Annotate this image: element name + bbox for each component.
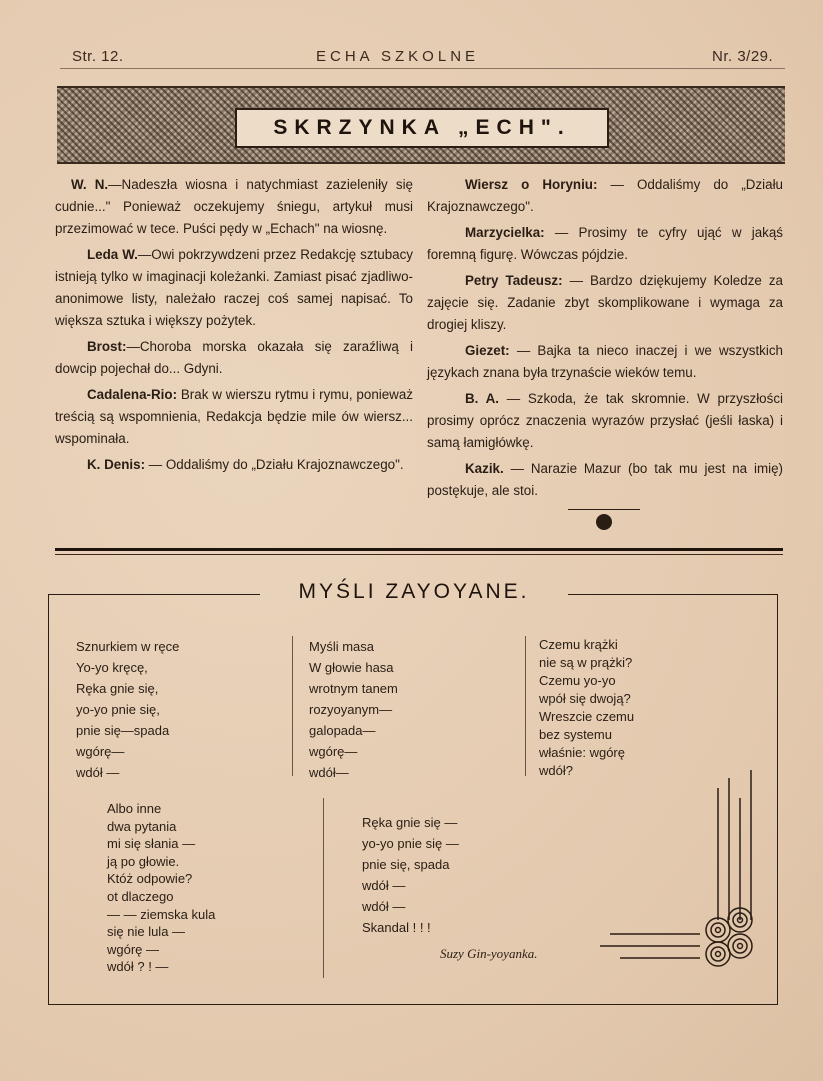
poem-line: rozyoyanym— — [309, 702, 393, 717]
poem-line: W głowie hasa — [309, 660, 394, 675]
entry-text: — Narazie Mazur (bo tak mu jest na imię) postękuje, ale stoi. — [427, 461, 783, 498]
entry-name: K. Denis: — [87, 457, 146, 472]
end-ornament-line — [568, 509, 640, 510]
issue-number: Nr. 3/29. — [712, 48, 774, 65]
poem-separator — [323, 798, 324, 978]
poem-line: Ręka gnie się — — [362, 815, 458, 830]
spiral-ornament-icon — [590, 770, 770, 980]
letter-entry — [427, 340, 783, 384]
poem-line: właśnie: wgórę — [539, 745, 625, 760]
poem-stanza-5 — [362, 812, 459, 938]
entry-name: Kazik. — [465, 461, 504, 476]
letter-entry — [427, 270, 783, 336]
poem-line: Albo inne — [107, 801, 162, 816]
poem-line: wdół— — [309, 765, 349, 780]
entry-name: Brost: — [87, 339, 127, 354]
entry-name: Giezet: — [465, 343, 510, 358]
poem-line: wdół — — [76, 765, 120, 780]
letter-entry — [55, 384, 413, 450]
poem-line: nie są w prążki? — [539, 655, 633, 670]
entry-text: — Szkoda, że tak skromnie. W przyszłości prosimy oprócz znaczenia wyrazów przysłać (jeśli łaska) i samą łamigłówkę. — [427, 391, 783, 450]
entry-name: Wiersz o Horyniu: — [465, 177, 598, 192]
letter-entry — [55, 454, 413, 476]
poem-line: Yo-yo kręcę, — [76, 660, 148, 675]
entry-text: — Bajka ta nieco inaczej i we wszystkich językach znana była trzynaście wieków temu. — [427, 343, 783, 380]
letter-entry — [55, 244, 413, 332]
poem-line: Skandal ! ! ! — [362, 920, 431, 935]
poem-line: wgórę— — [76, 744, 125, 759]
poem-line: dwa pytania — [107, 818, 177, 834]
poem-line: yo-yo pnie się — — [362, 836, 459, 851]
poem-line: wrotnym tanem — [309, 681, 398, 696]
poem-frame-top-right — [568, 594, 777, 595]
entry-name: B. A. — [465, 391, 500, 406]
poem-title: MYŚLI ZAYOYANE. — [298, 580, 530, 603]
right-column — [427, 174, 783, 506]
poem-line: galopada— — [309, 723, 376, 738]
header-rule — [60, 68, 785, 69]
poem-line: mi się słania — — [107, 836, 196, 852]
section-banner — [57, 86, 785, 164]
poem-line: wpół się dwoją? — [539, 691, 631, 706]
poem-line: wgórę — — [107, 941, 160, 957]
entry-text: Brak w wierszu rytmu i rymu, ponieważ treścią są wspomnienia, Redakcja będzie mile ów wiersz... wspominała. — [55, 387, 413, 446]
entry-text: — Prosimy te cyfry ująć w jakąś foremną figurę. Wówczas pójdzie. — [427, 225, 783, 262]
poem-line: Ręka gnie się, — [76, 681, 159, 696]
poem-line: bez systemu — [539, 727, 612, 742]
letter-entry — [427, 222, 783, 266]
poem-line: wdół? — [539, 763, 573, 778]
poem-signature: Suzy Gin-yoyanka. — [440, 946, 538, 961]
entry-name: Cadalena-Rio: — [87, 387, 178, 402]
letter-entry — [427, 174, 783, 218]
end-ornament-dot — [596, 514, 612, 530]
section-divider-thin — [55, 554, 783, 555]
poem-line: wgórę— — [309, 744, 358, 759]
poem-stanza-3 — [539, 636, 634, 780]
poem-line: Któż odpowie? — [107, 871, 193, 887]
poem-line: Myśli masa — [309, 639, 375, 654]
poem-line: wdół — — [362, 878, 406, 893]
poem-line: — — ziemska kula — [107, 906, 216, 922]
poem-line: wdół — — [362, 899, 406, 914]
magazine-title: ECHA SZKOLNE — [316, 48, 480, 65]
poem-line: ot dlaczego — [107, 888, 174, 904]
poem-line: yo-yo pnie się, — [76, 702, 160, 717]
poem-line: pnie się—spada — [76, 723, 170, 738]
entry-name: Leda W. — [87, 247, 138, 262]
entry-name: Marzycielka: — [465, 225, 545, 240]
poem-line: Czemu krążki — [539, 637, 618, 652]
poem-stanza-2 — [309, 636, 398, 783]
letter-entry — [55, 336, 413, 380]
poem-separator — [292, 636, 293, 776]
page-number: Str. 12. — [72, 48, 124, 65]
entry-text: —Choroba morska okazała się zaraźliwą i dowcip pojechał do... Gdyni. — [55, 339, 413, 376]
poem-line: Sznurkiem w ręce — [76, 639, 180, 654]
poem-line: pnie się, spada — [362, 857, 450, 872]
entry-text: — Oddaliśmy do „Działu Krajoznawczego". — [427, 177, 783, 214]
poem-line: ją po głowie. — [107, 853, 180, 869]
poem-line: się nie lula — — [107, 924, 186, 940]
letter-entry — [427, 388, 783, 454]
poem-line: wdół ? ! — — [107, 959, 169, 975]
section-divider — [55, 548, 783, 551]
entry-name: Petry Tadeusz: — [465, 273, 563, 288]
poem-line: Wreszcie czemu — [539, 709, 635, 724]
section-title: SKRZYNKA „ECH". — [273, 116, 571, 139]
poem-separator — [525, 636, 526, 776]
banner-title-box — [235, 108, 609, 148]
left-column — [55, 174, 413, 480]
letter-entry — [427, 458, 783, 502]
entry-text: — Bardzo dziękujemy Koledze za zajęcie się. Zadanie zbyt skomplikowane i wymaga za drogiej kliszy. — [427, 273, 783, 332]
poem-line: Czemu yo-yo — [539, 673, 616, 688]
poem-frame-top-left — [48, 594, 260, 595]
poem-stanza-4 — [107, 800, 215, 976]
entry-text: —Nadeszła wiosna i natychmiast zazieleniły się cudnie..." Ponieważ oczekujemy śniegu, artykuł musi przezimować w tece. Puści pędy w „Echach" na wiosnę. — [55, 177, 413, 236]
entry-name: W. N. — [71, 177, 109, 192]
letter-entry — [55, 174, 413, 240]
entry-text: — Oddaliśmy do „Działu Krajoznawczego". — [145, 457, 404, 472]
poem-stanza-1 — [76, 636, 179, 783]
entry-text: —Owi pokrzywdzeni przez Redakcję sztubacy istnieją tylko w imaginacji koleżanki. Zamiast pisać zjadliwo-anonimowe listy, należało raczej coś samej napisać. To większa sztuka i większy pożytek. — [55, 247, 413, 328]
